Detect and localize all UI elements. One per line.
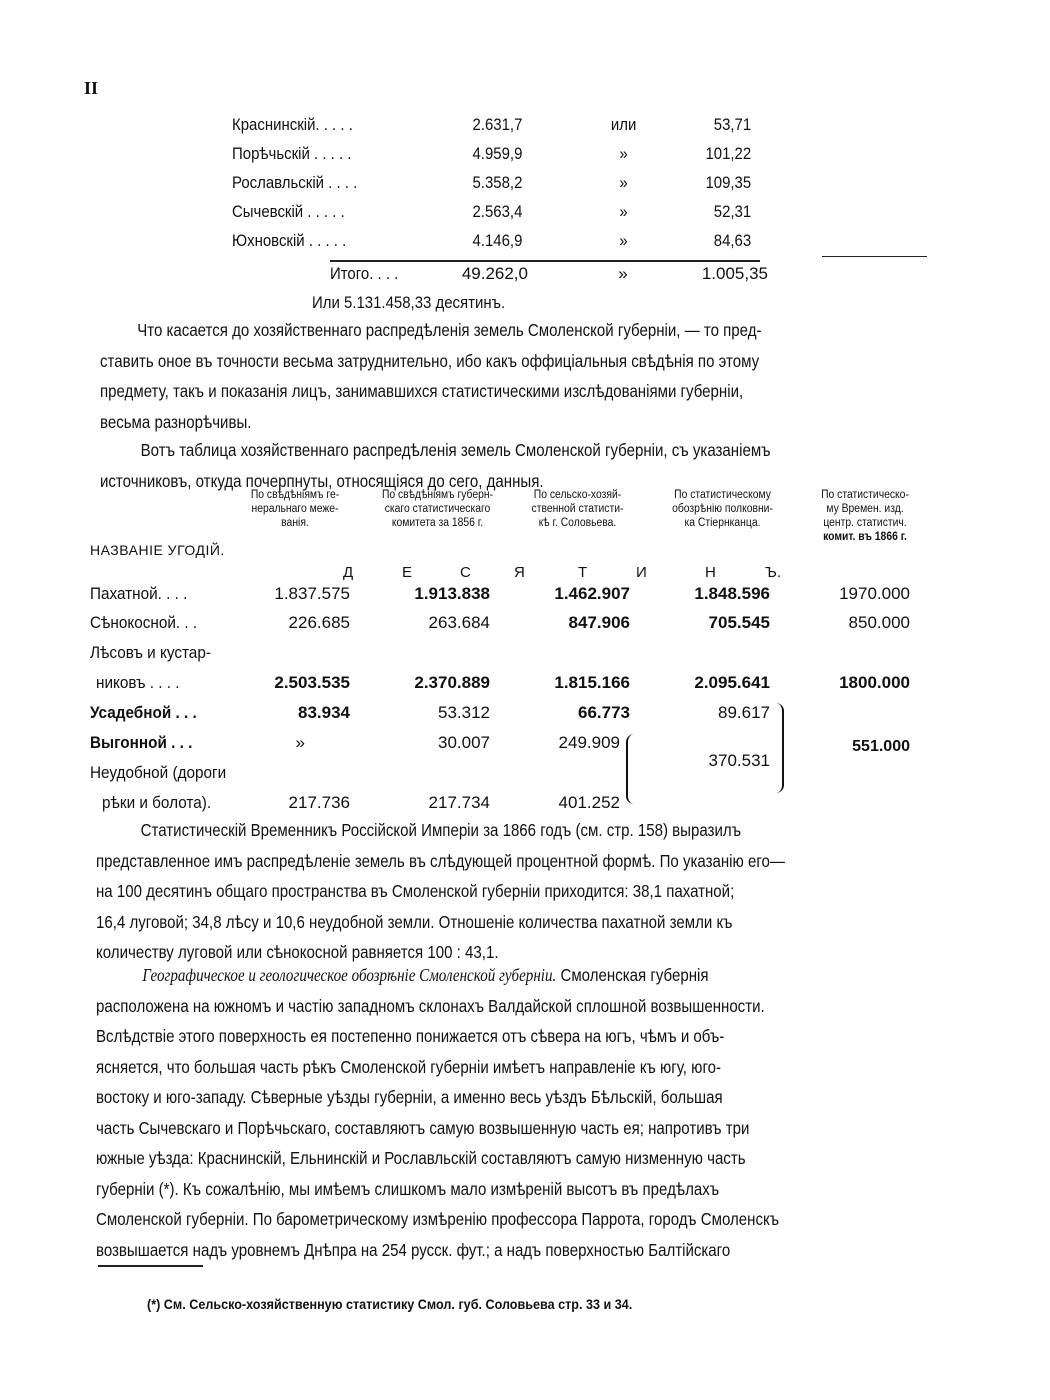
district-name: Краснинскій. . . . . bbox=[232, 115, 353, 134]
text-line: количеству луговой или сѣнокосной равняется 100 : 43,1. bbox=[96, 942, 499, 962]
page-number: II bbox=[84, 78, 99, 98]
value-cell: 83.934 bbox=[298, 703, 350, 722]
header-line: По статистическому bbox=[674, 489, 771, 501]
header-line: комитета за 1856 г. bbox=[391, 517, 484, 529]
header-line: ственной статисти- bbox=[531, 503, 624, 515]
text-line: 16,4 луговой; 34,8 лѣсу и 10,6 неудобной земли. Отношеніе количества пахатной земли къ bbox=[96, 911, 733, 932]
value-cell: 2.095.641 bbox=[694, 673, 770, 692]
column-header bbox=[521, 488, 634, 530]
text-line: Вотъ таблица хозяйственнаго распредѣленія земель Смоленской губерніи, съ указаніемъ bbox=[140, 440, 771, 460]
district-name: Сычевскій . . . . . bbox=[232, 202, 345, 221]
unit-letter: И bbox=[636, 564, 647, 581]
district-pct: 53,71 bbox=[713, 115, 752, 134]
section-heading: Географическое и геологическое обозрѣніе Смоленской губерніи. bbox=[142, 965, 557, 985]
column-header bbox=[811, 488, 919, 544]
unit-letter: Ъ. bbox=[765, 564, 782, 581]
district-or: » bbox=[619, 173, 628, 192]
district-or: » bbox=[619, 202, 628, 221]
unit-letter: Н bbox=[705, 564, 716, 581]
value-cell: 2.370.889 bbox=[414, 673, 490, 692]
value-cell: 1.815.166 bbox=[554, 673, 630, 692]
text-line: Что касается до хозяйственнаго распредѣленія земель Смоленской губерніи, — то пред- bbox=[137, 320, 762, 340]
brace-right-col4 bbox=[774, 703, 784, 793]
text-line: Вслѣдствіе этого поверхность ея постепенно понижается отъ сѣвера на югъ, чѣмъ и объ- bbox=[96, 1026, 725, 1046]
grouped-total-cell: 551.000 bbox=[852, 738, 910, 755]
district-area: 4.146,9 bbox=[472, 231, 523, 250]
header-line: неральнаго меже- bbox=[251, 503, 339, 515]
value-cell: 66.773 bbox=[578, 703, 630, 722]
unit-letter: Е bbox=[402, 564, 413, 581]
district-or: » bbox=[619, 231, 628, 250]
land-type: Пахатной. . . . bbox=[90, 584, 188, 603]
header-line: По статистическо- bbox=[821, 489, 909, 501]
value-cell: 226.685 bbox=[288, 613, 350, 632]
header-line: кѣ г. Соловьева. bbox=[538, 517, 617, 529]
text-line: востоку и юго-западу. Сѣверные уѣзды губерніи, а именно весь уѣздъ Бѣльскій, большая bbox=[96, 1087, 723, 1107]
column-header bbox=[241, 488, 349, 530]
value-cell: 401.252 bbox=[558, 793, 620, 812]
total-or: » bbox=[618, 264, 628, 283]
district-area: 2.631,7 bbox=[472, 115, 523, 134]
district-pct: 84,63 bbox=[713, 231, 752, 250]
total-pct: 1.005,35 bbox=[701, 264, 768, 283]
value-cell: 89.617 bbox=[718, 703, 770, 722]
value-cell: 1.848.596 bbox=[694, 584, 770, 603]
district-pct: 52,31 bbox=[713, 202, 752, 221]
header-line: комит. въ 1866 г. bbox=[823, 531, 907, 543]
value-cell: 1970.000 bbox=[839, 584, 910, 603]
unit-letter: Т bbox=[578, 564, 588, 581]
paragraph-economic-distribution bbox=[100, 315, 920, 437]
footnote-rule bbox=[98, 1265, 203, 1267]
text-line: расположена на южномъ и частію западномъ склонахъ Валдайской сплошной возвышенности. bbox=[96, 995, 765, 1016]
text-fragment: Смоленская губернія bbox=[560, 965, 709, 985]
column-header bbox=[662, 488, 784, 530]
value-cell: 2.503.535 bbox=[274, 673, 350, 692]
total-area: 49.262,0 bbox=[461, 264, 528, 283]
district-area: 5.358,2 bbox=[472, 173, 523, 192]
land-distribution-table bbox=[90, 488, 930, 812]
header-line: скаго статистическаго bbox=[384, 503, 491, 515]
text-line: часть Сычевскаго и Порѣчьскаго, составляютъ самую возвышенную часть ея; напротивъ три bbox=[96, 1117, 750, 1138]
land-type: никовъ . . . . bbox=[96, 673, 180, 692]
value-cell: 1800.000 bbox=[839, 673, 910, 692]
land-type: Неудобной (дороги bbox=[90, 763, 227, 782]
district-total-desyatin: Или 5.131.458,33 десятинъ. bbox=[312, 293, 506, 312]
value-cell: 217.734 bbox=[428, 793, 490, 812]
land-type: Сѣнокосной. . . bbox=[90, 613, 198, 632]
land-type-header: НАЗВАНІЕ УГОДІЙ. bbox=[90, 542, 225, 558]
land-type: Лѣсовъ и кустар- bbox=[90, 643, 211, 662]
total-label: Итого. . . . bbox=[330, 264, 399, 283]
district-pct: 101,22 bbox=[705, 144, 752, 163]
total-rule bbox=[330, 260, 760, 262]
header-line: ка Стіернканца. bbox=[684, 517, 761, 529]
text-line: на 100 десятинъ общаго пространства въ Смоленской губерніи приходится: 38,1 пахатной; bbox=[96, 881, 735, 901]
text-line: ставить оное въ точности весьма затруднительно, ибо какъ оффиціальныя свѣдѣнія по этому bbox=[100, 350, 760, 371]
footnote: (*) См. Сельско-хозяйственную статистику Смол. губ. Соловьева стр. 33 и 34. bbox=[147, 1296, 633, 1312]
paragraph-geography bbox=[96, 960, 920, 1265]
paragraph-percentages bbox=[96, 815, 920, 968]
value-cell: » bbox=[295, 733, 305, 752]
brace-left-col3 bbox=[626, 734, 636, 804]
total-rule-right bbox=[822, 256, 927, 257]
district-or: или bbox=[610, 115, 637, 134]
column-header bbox=[377, 488, 499, 530]
value-cell: 850.000 bbox=[848, 613, 910, 632]
value-cell: 1.462.907 bbox=[554, 584, 630, 603]
district-name: Юхновскій . . . . . bbox=[232, 231, 347, 250]
value-cell: 705.545 bbox=[708, 613, 770, 632]
district-or: » bbox=[619, 144, 628, 163]
district-name: Рославльскій . . . . bbox=[232, 173, 358, 192]
value-cell: 1.837.575 bbox=[274, 584, 350, 603]
value-cell: 370.531 bbox=[708, 751, 770, 770]
text-line: представленное имъ распредѣленіе земель въ слѣдующей процентной формѣ. По указанію его— bbox=[96, 850, 785, 871]
text-line: Смоленской губерніи. По барометрическому измѣренію профессора Паррота, городъ Смоленскъ bbox=[96, 1209, 780, 1229]
text-line: Статистическій Временникъ Россійской Имперіи за 1866 годъ (см. стр. 158) выразилъ bbox=[140, 820, 742, 840]
header-line: По свѣдѣніямъ ге- bbox=[250, 489, 340, 501]
text-line: весьма разнорѣчивы. bbox=[100, 411, 252, 432]
unit-letter: Д bbox=[343, 564, 354, 581]
paragraph-table-intro bbox=[100, 435, 920, 496]
text-line: южные уѣзда: Краснинскій, Ельнинскій и Рославльскій составляютъ самую низменную часть bbox=[96, 1148, 746, 1168]
land-type: рѣки и болота). bbox=[102, 793, 212, 812]
value-cell: 1.913.838 bbox=[414, 584, 490, 603]
text-line: предмету, такъ и показанія лицъ, занимавшихся статистическими изслѣдованіями губерніи, bbox=[100, 381, 744, 401]
value-cell: 30.007 bbox=[438, 733, 490, 752]
district-area: 4.959,9 bbox=[472, 144, 523, 163]
value-cell: 263.684 bbox=[428, 613, 490, 632]
unit-letter: Я bbox=[514, 564, 525, 581]
district-pct: 109,35 bbox=[705, 173, 752, 192]
unit-letter: С bbox=[460, 564, 471, 581]
district-total-row bbox=[330, 264, 830, 290]
header-line: По сельско-хозяй- bbox=[533, 489, 622, 501]
value-cell: 249.909 bbox=[558, 733, 620, 752]
value-cell: 217.736 bbox=[288, 793, 350, 812]
text-line: источниковъ, откуда почерпнуты, относящіяся до сего, данныя. bbox=[100, 470, 544, 491]
text-line: ясняется, что большая часть рѣкъ Смоленской губерніи имѣетъ направленіе къ югу, юго- bbox=[96, 1056, 722, 1077]
header-line: му Времен. изд. bbox=[826, 503, 904, 515]
value-cell: 53.312 bbox=[438, 703, 490, 722]
header-line: ванія. bbox=[281, 517, 309, 529]
value-cell: 847.906 bbox=[568, 613, 630, 632]
header-line: центр. статистич. bbox=[823, 517, 907, 529]
header-line: обозрѣнію полковни- bbox=[672, 503, 773, 515]
land-type: Выгонной . . . bbox=[90, 733, 193, 752]
district-name: Порѣчьскій . . . . . bbox=[232, 144, 352, 163]
text-line: губерніи (*). Къ сожалѣнію, мы имѣемъ слишкомъ мало измѣреній высотъ въ предѣлахъ bbox=[96, 1178, 720, 1199]
district-area: 2.563,4 bbox=[472, 202, 523, 221]
text-line: возвышается надъ уровнемъ Днѣпра на 254 русск. фут.; а надъ поверхностью Балтійскаго bbox=[96, 1239, 731, 1260]
header-line: По свѣдѣніямъ губерн- bbox=[381, 489, 494, 501]
land-type: Усадебной . . . bbox=[90, 703, 197, 722]
